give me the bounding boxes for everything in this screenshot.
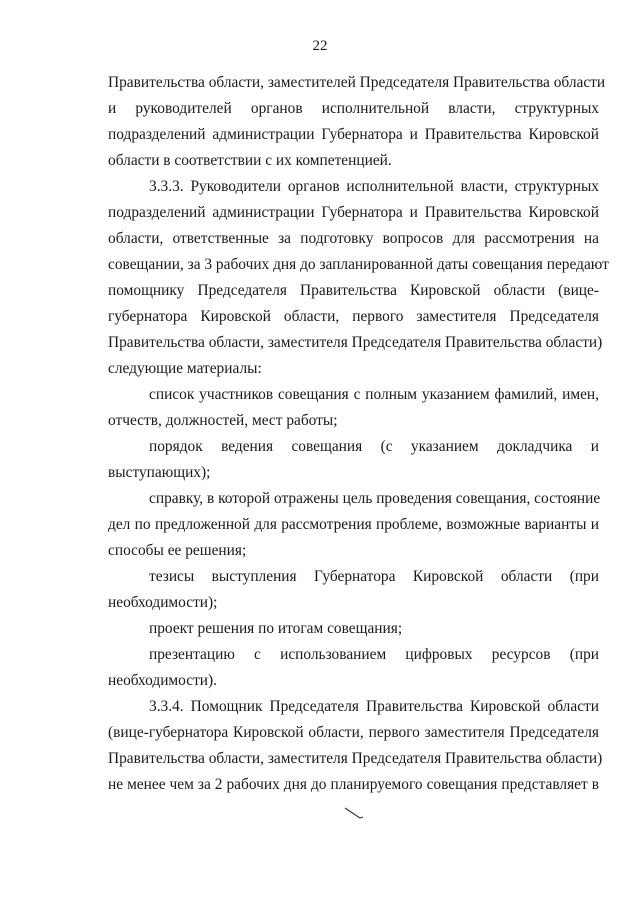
text-line: следующие материалы: <box>108 360 262 377</box>
text-line: справку, в которой отражены цель проведения совещания, состояние <box>149 490 601 507</box>
text-line: порядок ведения совещания (с указанием докладчика и <box>149 438 599 455</box>
text-line: подразделений администрации Губернатора и Правительства Кировской <box>108 204 599 221</box>
text-line: презентацию с использованием цифровых ресурсов (при <box>149 646 599 663</box>
text-line: проект решения по итогам совещания; <box>149 620 403 637</box>
text-line: губернатора Кировской области, первого заместителя Председателя <box>108 308 599 325</box>
text-line: Правительства области, заместителя Председателя Правительства области) <box>108 334 603 351</box>
text-line: дел по предложенной для рассмотрения проблеме, возможные варианты и <box>108 516 599 533</box>
text-line: области в соответствии с их компетенцией. <box>108 152 392 169</box>
text-line: совещании, за 3 рабочих дня до запланированной даты совещания передают <box>108 256 609 273</box>
text-line: помощнику Председателя Правительства Кировской области (вице- <box>108 282 599 299</box>
document-body <box>108 70 609 798</box>
text-line: список участников совещания с полным указанием фамилий, имен, <box>149 386 599 403</box>
text-line: необходимости); <box>108 594 218 611</box>
pen-mark <box>343 806 365 820</box>
text-line: Правительства области, заместителей Председателя Правительства области <box>108 74 606 91</box>
text-line: тезисы выступления Губернатора Кировской области (при <box>149 568 599 585</box>
page-number: 22 <box>312 38 328 54</box>
text-line: области, ответственные за подготовку вопросов для рассмотрения на <box>108 230 599 247</box>
text-line: 3.3.3. Руководители органов исполнительной власти, структурных <box>149 178 599 195</box>
text-line: 3.3.4. Помощник Председателя Правительства Кировской области <box>149 698 599 715</box>
text-line: и руководителей органов исполнительной власти, структурных <box>108 100 599 117</box>
text-line: Правительства области, заместителя Председателя Правительства области) <box>108 750 603 767</box>
text-line: выступающих); <box>108 464 211 481</box>
text-line: подразделений администрации Губернатора и Правительства Кировской <box>108 126 599 143</box>
text-line: (вице-губернатора Кировской области, первого заместителя Председателя <box>108 724 599 741</box>
text-line: не менее чем за 2 рабочих дня до планируемого совещания представляет в <box>108 776 599 793</box>
text-line: необходимости). <box>108 672 218 689</box>
text-line: способы ее решения; <box>108 542 247 559</box>
text-line: отчеств, должностей, мест работы; <box>108 412 338 429</box>
